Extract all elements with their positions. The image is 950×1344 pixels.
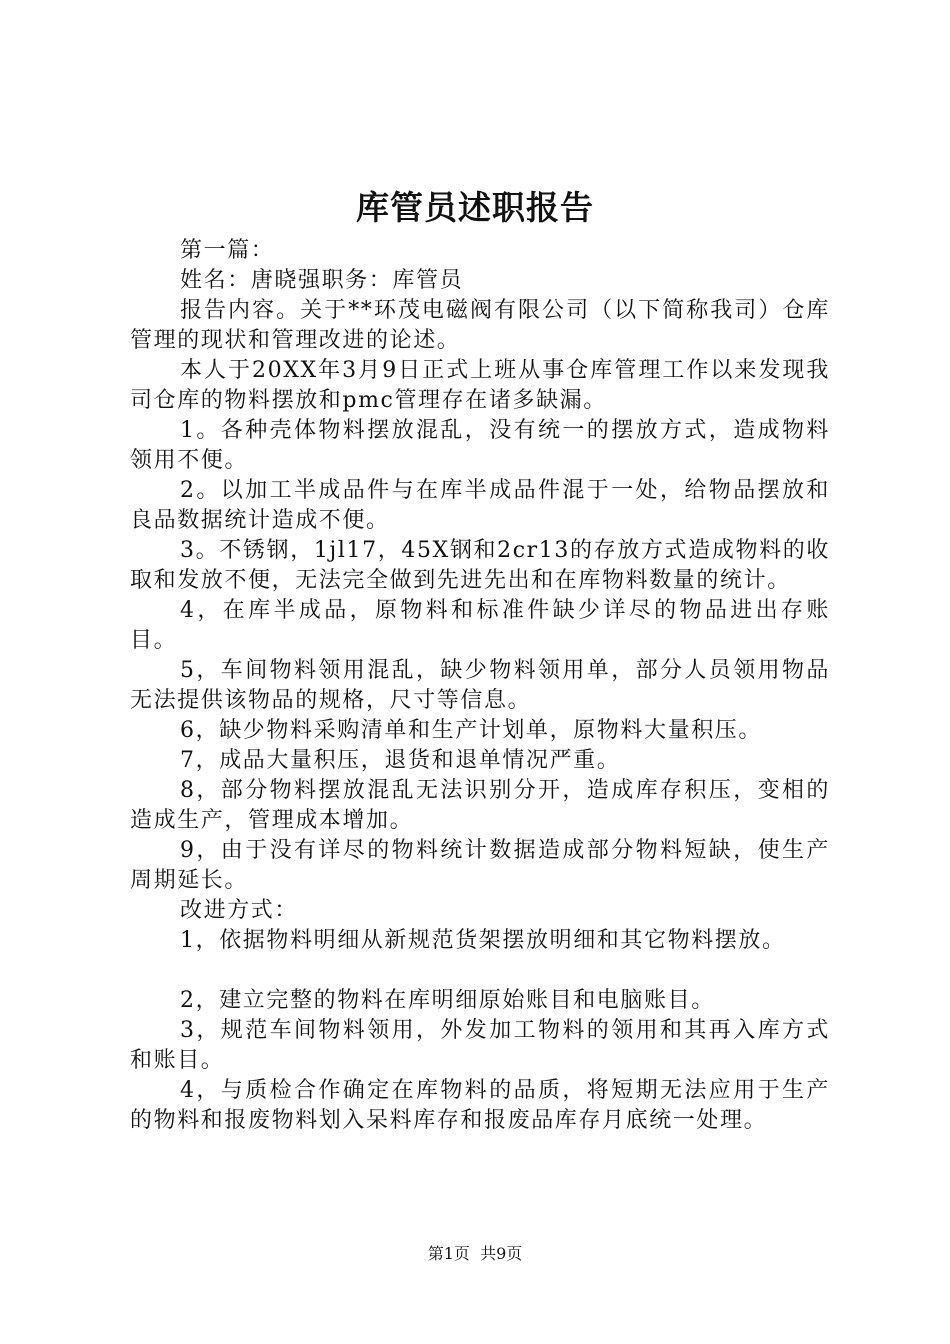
- paragraph-intro: 本人于20XX年3月9日正式上班从事仓库管理工作以来发现我司仓库的物料摆放和pmc管理存在诸多缺漏。: [130, 358, 830, 413]
- paragraph-improvement-4: 4，与质检合作确定在库物料的品质，将短期无法应用于生产的物料和报废物料划入呆料库存和报废品库存月底统一处理。: [130, 1078, 830, 1133]
- paragraph-improvement-heading: 改进方式：: [180, 898, 299, 923]
- paragraph-section-heading: 第一篇：: [180, 238, 275, 263]
- paragraph-issue-1: 1。各种壳体物料摆放混乱，没有统一的摆放方式，造成物料领用不便。: [130, 418, 830, 473]
- paragraph-issue-9: 9，由于没有详尽的物料统计数据造成部分物料短缺，使生产周期延长。: [130, 838, 830, 893]
- document-title: 库管员述职报告: [356, 188, 594, 227]
- page-number-label: 第1页 共9页: [427, 1244, 523, 1263]
- paragraph-issue-5: 5，车间物料领用混乱，缺少物料领用单，部分人员领用物品无法提供该物品的规格，尺寸等信息。: [130, 658, 830, 713]
- paragraph-report-content: 报告内容。关于**环茂电磁阀有限公司（以下简称我司）仓库管理的现状和管理改进的论述。: [130, 298, 830, 353]
- document-body: [130, 236, 830, 1136]
- paragraph-issue-2: 2。以加工半成品件与在库半成品件混于一处，给物品摆放和良品数据统计造成不便。: [130, 478, 830, 533]
- paragraph-issue-6: 6，缺少物料采购清单和生产计划单，原物料大量积压。: [180, 718, 762, 743]
- paragraph-issue-7: 7，成品大量积压，退货和退单情况严重。: [180, 748, 621, 773]
- paragraph-issue-3: 3。不锈钢，1jl17，45X钢和2cr13的存放方式造成物料的收取和发放不便，无法完全做到先进先出和在库物料数量的统计。: [130, 538, 830, 593]
- page-footer: [0, 1243, 950, 1265]
- paragraph-improvement-1: 1，依据物料明细从新规范货架摆放明细和其它物料摆放。: [180, 928, 786, 953]
- paragraph-name-position: 姓名：唐晓强职务：库管员: [180, 268, 464, 293]
- paragraph-issue-4: 4，在库半成品，原物料和标准件缺少详尽的物品进出存账目。: [130, 598, 830, 653]
- paragraph-improvement-2: 2，建立完整的物料在库明细原始账目和电脑账目。: [180, 988, 715, 1013]
- paragraph-improvement-3: 3，规范车间物料领用，外发加工物料的领用和其再入库方式和账目。: [130, 1018, 830, 1073]
- paragraph-issue-8: 8，部分物料摆放混乱无法识别分开，造成库存积压，变相的造成生产，管理成本增加。: [130, 778, 830, 833]
